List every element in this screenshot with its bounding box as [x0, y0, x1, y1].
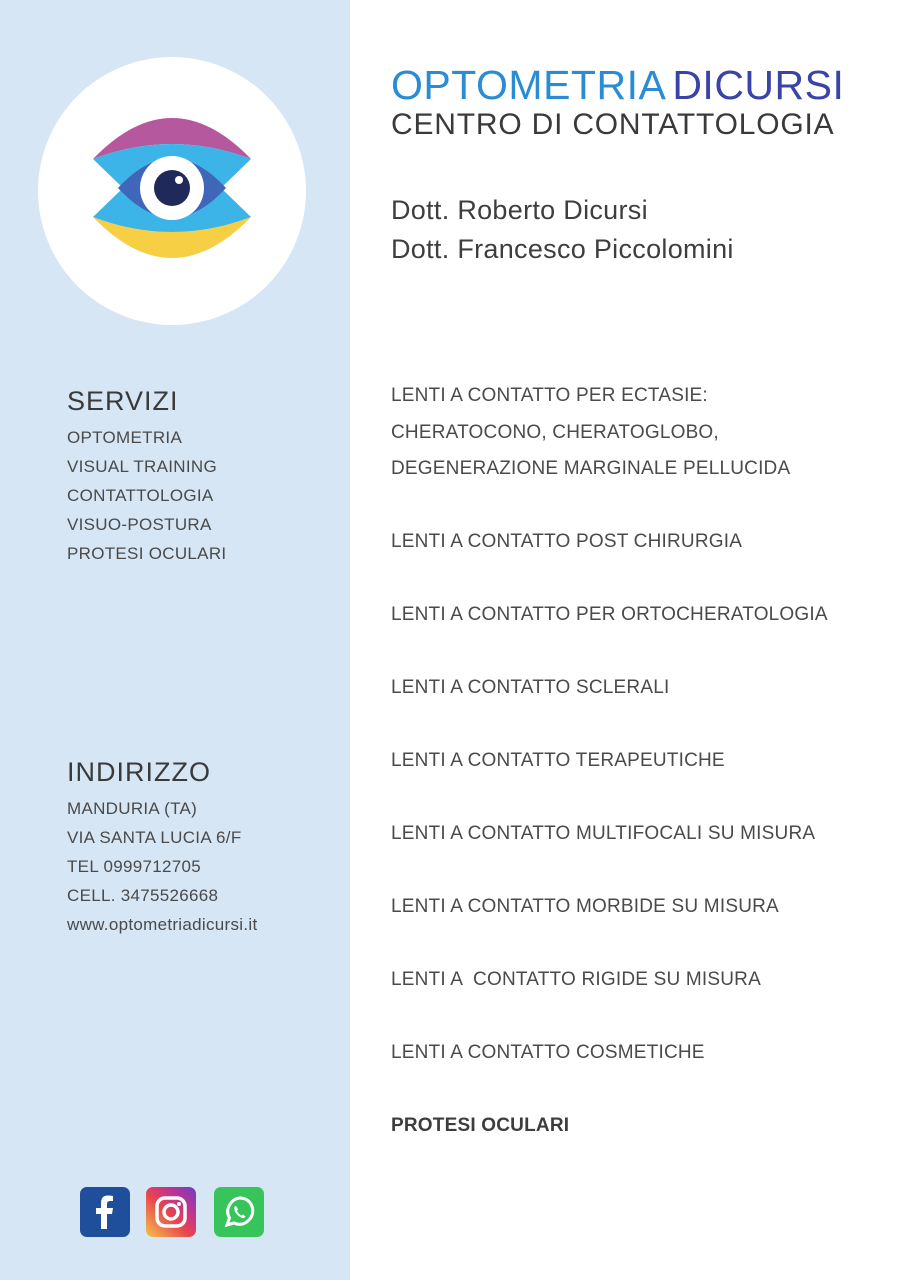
- service-item: LENTI A CONTATTO RIGIDE SU MISURA: [391, 969, 761, 990]
- address-list: [67, 794, 257, 939]
- instagram-icon[interactable]: [146, 1187, 196, 1237]
- service-item: LENTI A CONTATTO TERAPEUTICHE: [391, 750, 725, 771]
- service-item: LENTI A CONTATTO POST CHIRURGIA: [391, 531, 743, 552]
- address-phone[interactable]: TEL 0999712705: [67, 857, 202, 876]
- list-item: VISUAL TRAINING: [67, 457, 217, 476]
- service-item: PROTESI OCULARI: [391, 1115, 570, 1136]
- service-item: CHERATOCONO, CHERATOGLOBO,: [391, 422, 719, 443]
- services-heading: SERVIZI: [67, 386, 179, 416]
- brand-subtitle: CENTRO DI CONTATTOLOGIA: [391, 108, 835, 141]
- doctor-name: Dott. Francesco Piccolomini: [391, 234, 734, 264]
- address-city: MANDURIA (TA): [67, 799, 198, 818]
- logo-eye-icon: [38, 57, 306, 325]
- list-item: VISUO-POSTURA: [67, 515, 212, 534]
- sidebar: [0, 0, 350, 1280]
- brand-name-part2: DICURSI: [672, 62, 845, 108]
- whatsapp-icon[interactable]: [214, 1187, 264, 1237]
- facebook-icon[interactable]: [80, 1187, 130, 1237]
- list-item: CONTATTOLOGIA: [67, 486, 214, 505]
- service-item: LENTI A CONTATTO PER ORTOCHERATOLOGIA: [391, 604, 828, 625]
- service-item: LENTI A CONTATTO COSMETICHE: [391, 1042, 705, 1063]
- services-list: [67, 423, 226, 568]
- brand-title: [391, 62, 844, 109]
- service-item: LENTI A CONTATTO MORBIDE SU MISURA: [391, 896, 779, 917]
- brand-name-part1: OPTOMETRIA: [391, 62, 667, 108]
- list-item: PROTESI OCULARI: [67, 544, 227, 563]
- address-heading: INDIRIZZO: [67, 757, 211, 787]
- service-item: LENTI A CONTATTO MULTIFOCALI SU MISURA: [391, 823, 816, 844]
- service-item: DEGENERAZIONE MARGINALE PELLUCIDA: [391, 458, 791, 479]
- address-street: VIA SANTA LUCIA 6/F: [67, 828, 242, 847]
- website-link[interactable]: www.optometriadicursi.it: [67, 915, 258, 934]
- service-item: LENTI A CONTATTO PER ECTASIE:: [391, 385, 708, 406]
- list-item: OPTOMETRIA: [67, 428, 183, 447]
- doctor-name: Dott. Roberto Dicursi: [391, 195, 648, 225]
- service-item: LENTI A CONTATTO SCLERALI: [391, 677, 670, 698]
- address-mobile[interactable]: CELL. 3475526668: [67, 886, 219, 905]
